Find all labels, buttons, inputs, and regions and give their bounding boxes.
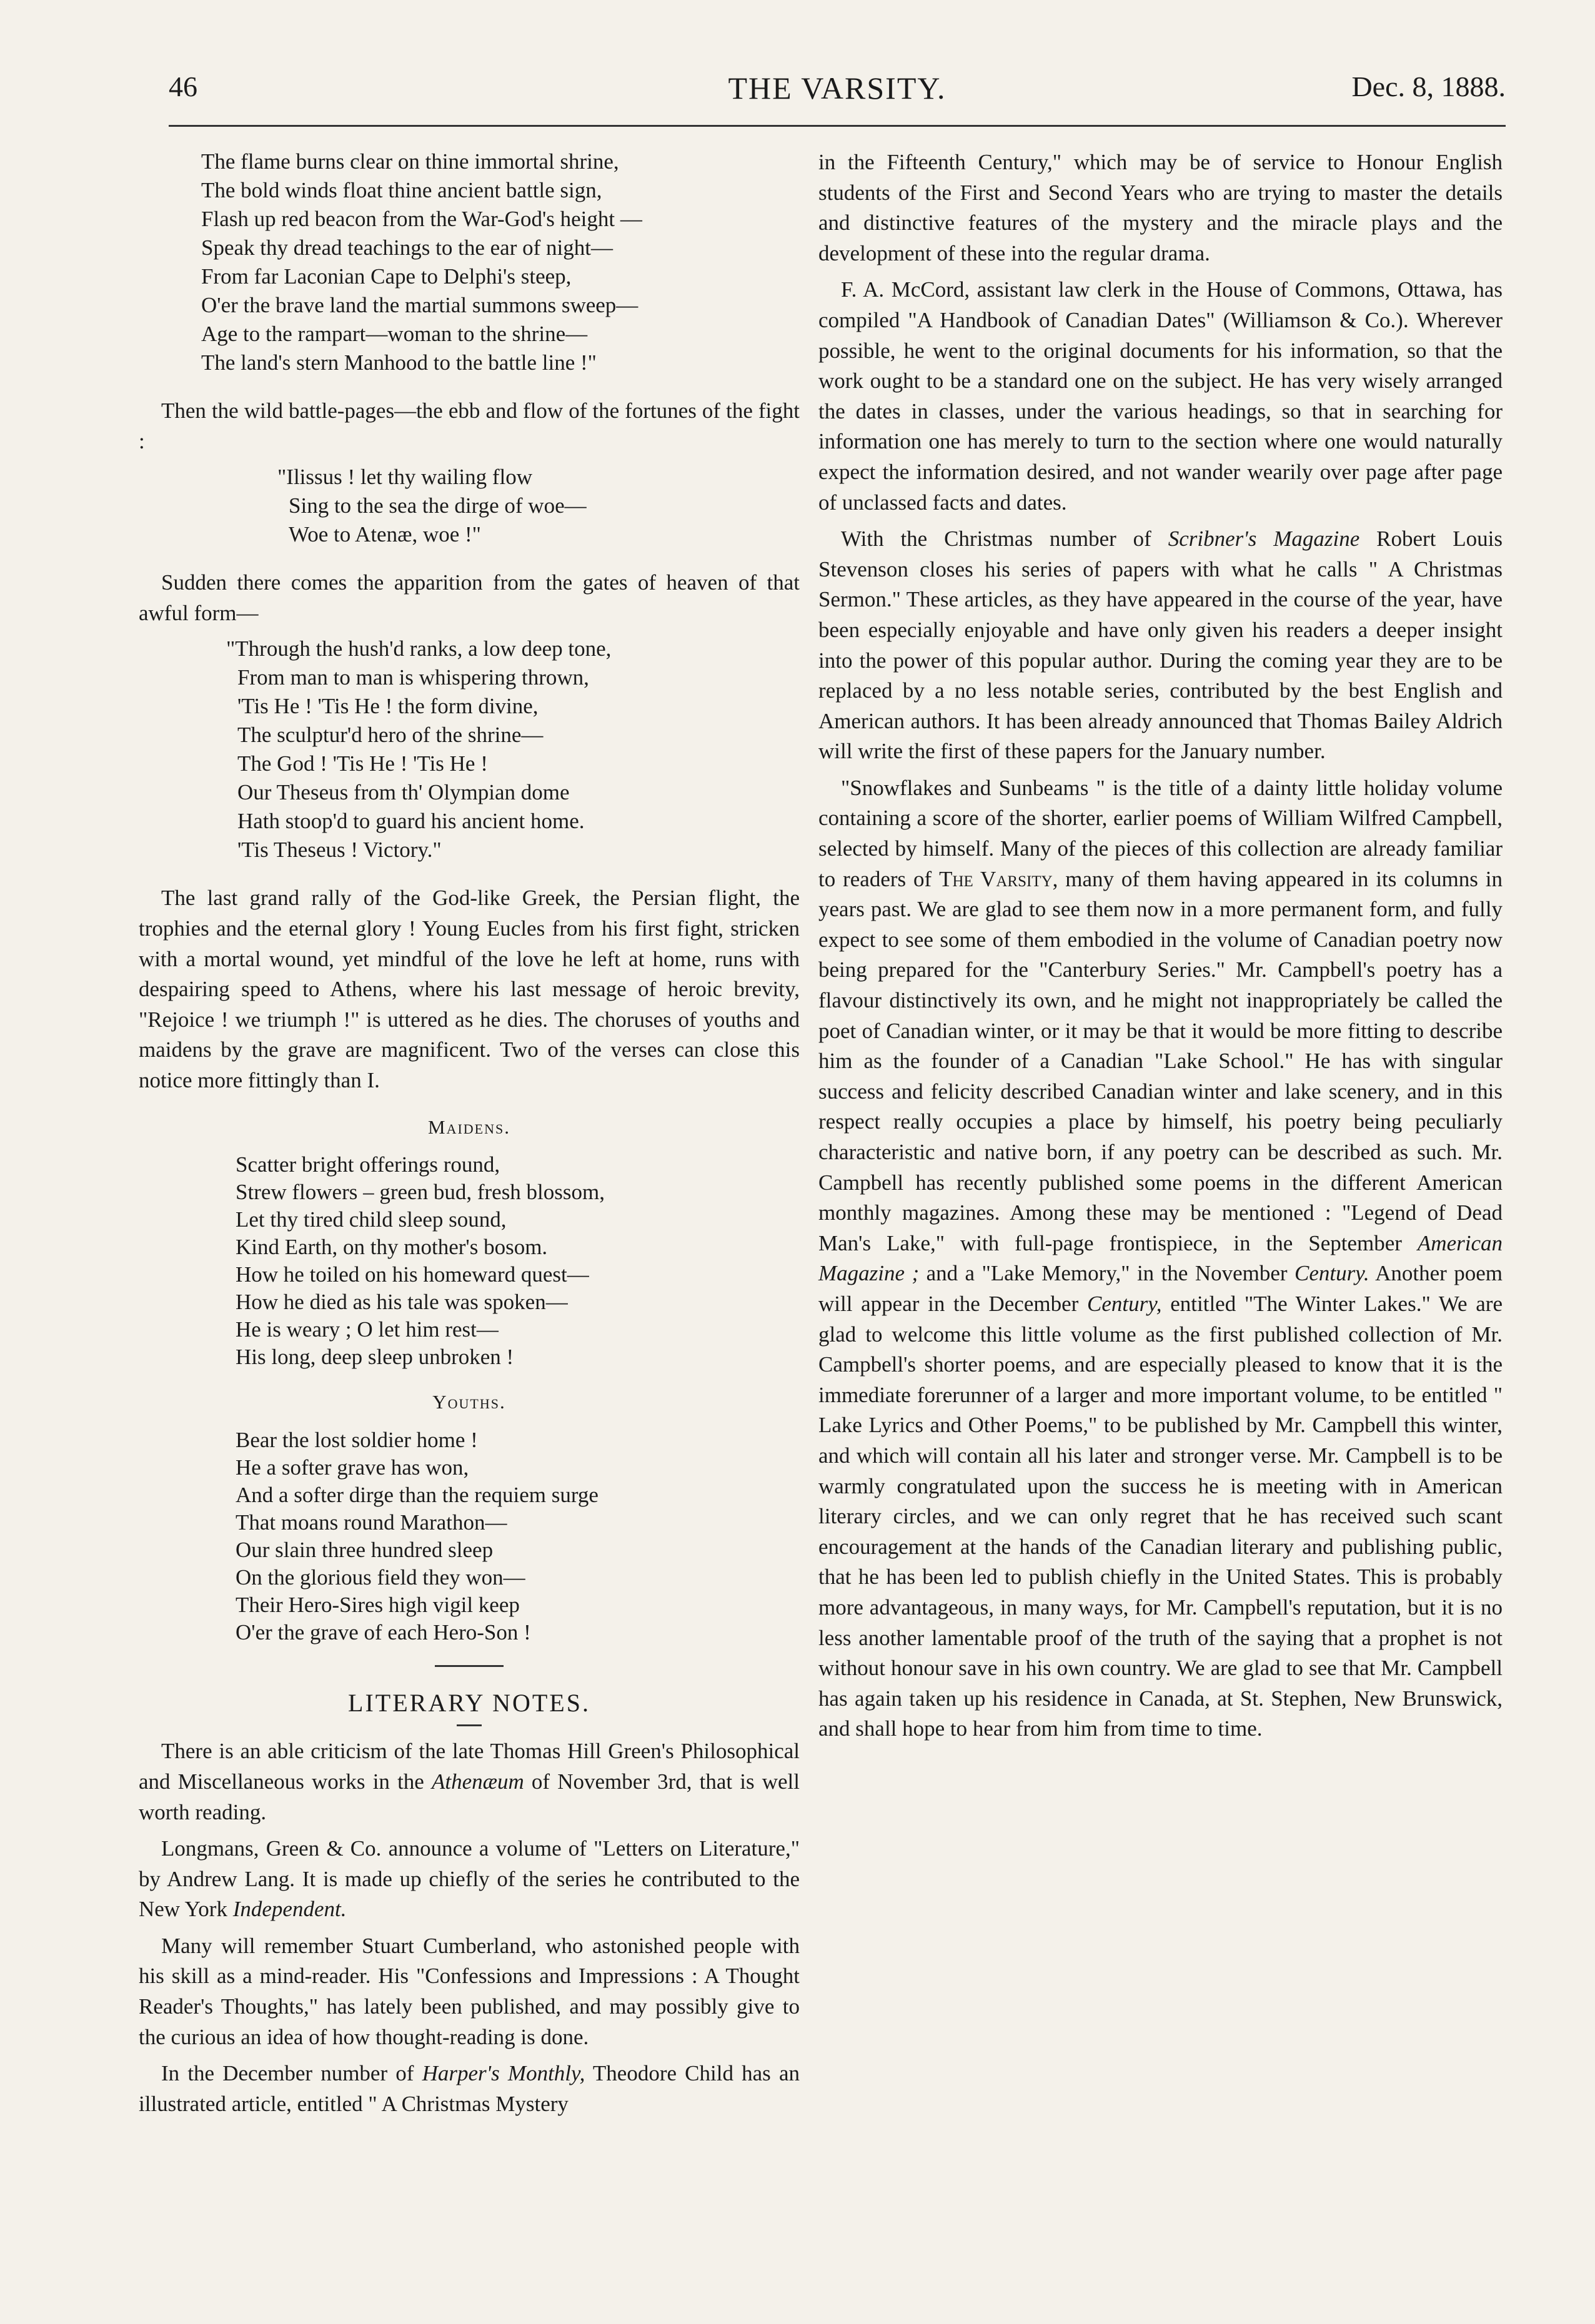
paragraph: There is an able criticism of the late Thomas Hill Green's Philosophical and Miscellaneous works in the Athenæum of November 3rd, that is well worth reading. bbox=[139, 1739, 800, 1824]
verse-theseus bbox=[139, 635, 800, 864]
verse-line: Hath stoop'd to guard his ancient home. bbox=[237, 809, 585, 834]
left-column bbox=[139, 147, 800, 2125]
verse-line: "Through the hush'd ranks, a low deep tone, bbox=[226, 636, 612, 661]
youths-heading: Youths. bbox=[432, 1391, 506, 1413]
verse-line: He is weary ; O let him rest— bbox=[236, 1317, 499, 1342]
heading-rule bbox=[457, 1724, 482, 1726]
verse-line: The God ! 'Tis He ! 'Tis He ! bbox=[237, 751, 488, 776]
paragraph: in the Fifteenth Century," which may be of service to Honour English students of the First and Second Years who are trying to master the details and distinctive features of the mystery and the miracle plays and the development of these into the regular drama. bbox=[818, 150, 1503, 265]
verse-line: Kind Earth, on thy mother's bosom. bbox=[236, 1235, 548, 1260]
paragraph: Sudden there comes the apparition from the gates of heaven of that awful form— bbox=[139, 570, 800, 625]
paragraph: With the Christmas number of Scribner's Magazine Robert Louis Stevenson closes his series of papers with what he calls " A Christmas Sermon." These articles, as they have appeared in the course of the year, have been especially enjoyable and have only given his readers a deeper insight into the power of this popular author. During the coming year they are to be replaced by a no less notable series, contributed by the best English and American authors. It has been already announced that Thomas Bailey Aldrich will write the first of these papers for the January number. bbox=[818, 527, 1503, 764]
verse-war-summons bbox=[139, 147, 800, 377]
verse-line: How he toiled on his homeward quest— bbox=[236, 1262, 589, 1287]
paragraph: In the December number of Harper's Monthly, Theodore Child has an illustrated article, entitled " A Christmas Mystery bbox=[139, 2061, 800, 2116]
verse-line: 'Tis He ! 'Tis He ! the form divine, bbox=[237, 694, 539, 719]
issue-date: Dec. 8, 1888. bbox=[1351, 71, 1506, 102]
verse-line: The land's stern Manhood to the battle line !" bbox=[201, 350, 597, 375]
verse-maidens bbox=[139, 1151, 800, 1371]
verse-line: From man to man is whispering thrown, bbox=[237, 665, 589, 690]
maidens-heading: Maidens. bbox=[428, 1115, 510, 1138]
verse-line: The bold winds float thine ancient battle sign, bbox=[201, 178, 602, 202]
verse-line: Strew flowers – green bud, fresh blossom, bbox=[236, 1180, 605, 1205]
verse-line: His long, deep sleep unbroken ! bbox=[236, 1345, 514, 1370]
verse-line: Scatter bright offerings round, bbox=[236, 1152, 500, 1177]
paragraph: "Snowflakes and Sunbeams " is the title of a dainty little holiday volume containing a score of the shorter, earlier poems of William Wilfred Campbell, selected by himself. Many of the pieces of this collection are already familiar to readers of The Varsity, many of them having appeared in its columns in years past. We are glad to see them now in a more permanent form, and fully expect to see some of them embodied in the volume of Canadian poetry now being prepared for the "Canterbury Series." Mr. Campbell's poetry has a flavour distinctively its own, and he might not inappropriately be called the poet of Canadian winter, or it may be that it would be more fitting to describe him as the founder of a Canadian "Lake School." He has with singular success and felicity described Canadian winter and lake scenery, and in this respect really occupies a place by himself, his poetry being peculiarly characteristic and native born, if any poetry can be described as such. Mr. Campbell has recently published some poems in the different American monthly magazines. Among these may be mentioned : "Legend of Dead Man's Lake," with full-page frontispiece, in the September American Magazine ; and a "Lake Memory," in the November Century. Another poem will appear in the December Century, entitled "The Winter Lakes." We are glad to welcome this little volume as the first published collection of Mr. Campbell's shorter poems, and are especially pleased to know that it is the immediate forerunner of a larger and more important volume, to be entitled " Lake Lyrics and Other Poems," to be published by Mr. Campbell this winter, and which will contain all his later and stronger verse. Mr. Campbell is to be warmly congratulated upon the success he is meeting with in American literary circles, and we can only regret that he has received such scant encouragement at the hands of the Canadian literary and publishing public, that he has been led to publish chiefly in the United States. This is probably more advantageous, in many ways, for Mr. Campbell's reputation, but it is no less another lamentable proof of the truth of the saying that a prophet is not without honour save in his own country. We are glad to see that Mr. Campbell has again taken up his residence in Canada, at St. Stephen, New Brunswick, and shall hope to hear from him from time to time. bbox=[818, 775, 1503, 1741]
verse-line: How he died as his tale was spoken— bbox=[236, 1290, 568, 1315]
header-rule bbox=[169, 125, 1506, 127]
paragraph: Longmans, Green & Co. announce a volume of "Letters on Literature," by Andrew Lang. It is made up chiefly of the series he contributed to the New York Independent. bbox=[139, 1836, 800, 1922]
verse-line: The sculptur'd hero of the shrine— bbox=[237, 723, 544, 748]
verse-youths bbox=[139, 1427, 800, 1646]
verse-line: Woe to Atenæ, woe !" bbox=[289, 522, 481, 547]
verse-line: Our slain three hundred sleep bbox=[236, 1537, 494, 1562]
paragraph: F. A. McCord, assistant law clerk in the House of Commons, Ottawa, has compiled "A Handbook of Canadian Dates" (Williamson & Co.). Wherever possible, he went to the original documents for his information, so that the work ought to be a standard one on the subject. He has very wisely arranged the dates in classes, under the various headings, so that in searching for information one has merely to turn to the section where one would naturally expect the information desired, and not wander wearily over page after page of unclassed facts and dates. bbox=[818, 277, 1503, 515]
right-column bbox=[818, 147, 1503, 1751]
verse-line: He a softer grave has won, bbox=[236, 1455, 469, 1480]
paragraph: Then the wild battle-pages—the ebb and flow of the fortunes of the fight : bbox=[139, 398, 800, 453]
verse-line: Sing to the sea the dirge of woe— bbox=[289, 493, 587, 518]
verse-line: That moans round Marathon— bbox=[236, 1510, 507, 1535]
verse-line: O'er the grave of each Hero-Son ! bbox=[236, 1619, 531, 1644]
verse-line: On the glorious field they won— bbox=[236, 1565, 525, 1590]
paragraph: The last grand rally of the God-like Greek, the Persian flight, the trophies and the eternal glory ! Young Eucles from his first fight, stricken with a mortal wound, yet mindful of the love he left at home, runs with despairing speed to Athens, where his last message of heroic brevity, "Rejoice ! we triumph !" is uttered as he dies. The choruses of youths and maidens by the grave are magnificent. Two of the verses can close this notice more fittingly than I. bbox=[139, 886, 800, 1092]
verse-line: O'er the brave land the martial summons sweep— bbox=[201, 293, 638, 317]
literary-notes-heading: LITERARY NOTES. bbox=[348, 1688, 590, 1717]
verse-line: The flame burns clear on thine immortal shrine, bbox=[201, 149, 619, 174]
section-divider bbox=[435, 1665, 504, 1667]
verse-line: 'Tis Theseus ! Victory." bbox=[237, 838, 442, 863]
verse-line: Bear the lost soldier home ! bbox=[236, 1427, 478, 1452]
verse-line: Let thy tired child sleep sound, bbox=[236, 1207, 507, 1232]
verse-line: Their Hero-Sires high vigil keep bbox=[236, 1592, 520, 1617]
verse-line: Our Theseus from th' Olympian dome bbox=[237, 780, 570, 805]
verse-line: Speak thy dread teachings to the ear of night— bbox=[201, 235, 613, 260]
publication-title: THE VARSITY. bbox=[728, 71, 947, 106]
paragraph: Many will remember Stuart Cumberland, who astonished people with his skill as a mind-reader. His "Confessions and Impressions : A Thought Reader's Thoughts," has lately been published, and may possibly give to the curious an idea of how thought-reading is done. bbox=[139, 1933, 800, 2049]
verse-line: And a softer dirge than the requiem surge bbox=[236, 1482, 599, 1507]
page-number: 46 bbox=[169, 71, 197, 102]
page-header bbox=[169, 70, 1506, 120]
verse-line: "Ilissus ! let thy wailing flow bbox=[277, 465, 533, 490]
verse-ilissus bbox=[139, 463, 800, 549]
verse-line: From far Laconian Cape to Delphi's steep, bbox=[201, 264, 572, 289]
verse-line: Age to the rampart—woman to the shrine— bbox=[201, 322, 588, 346]
verse-line: Flash up red beacon from the War-God's height — bbox=[201, 207, 642, 231]
